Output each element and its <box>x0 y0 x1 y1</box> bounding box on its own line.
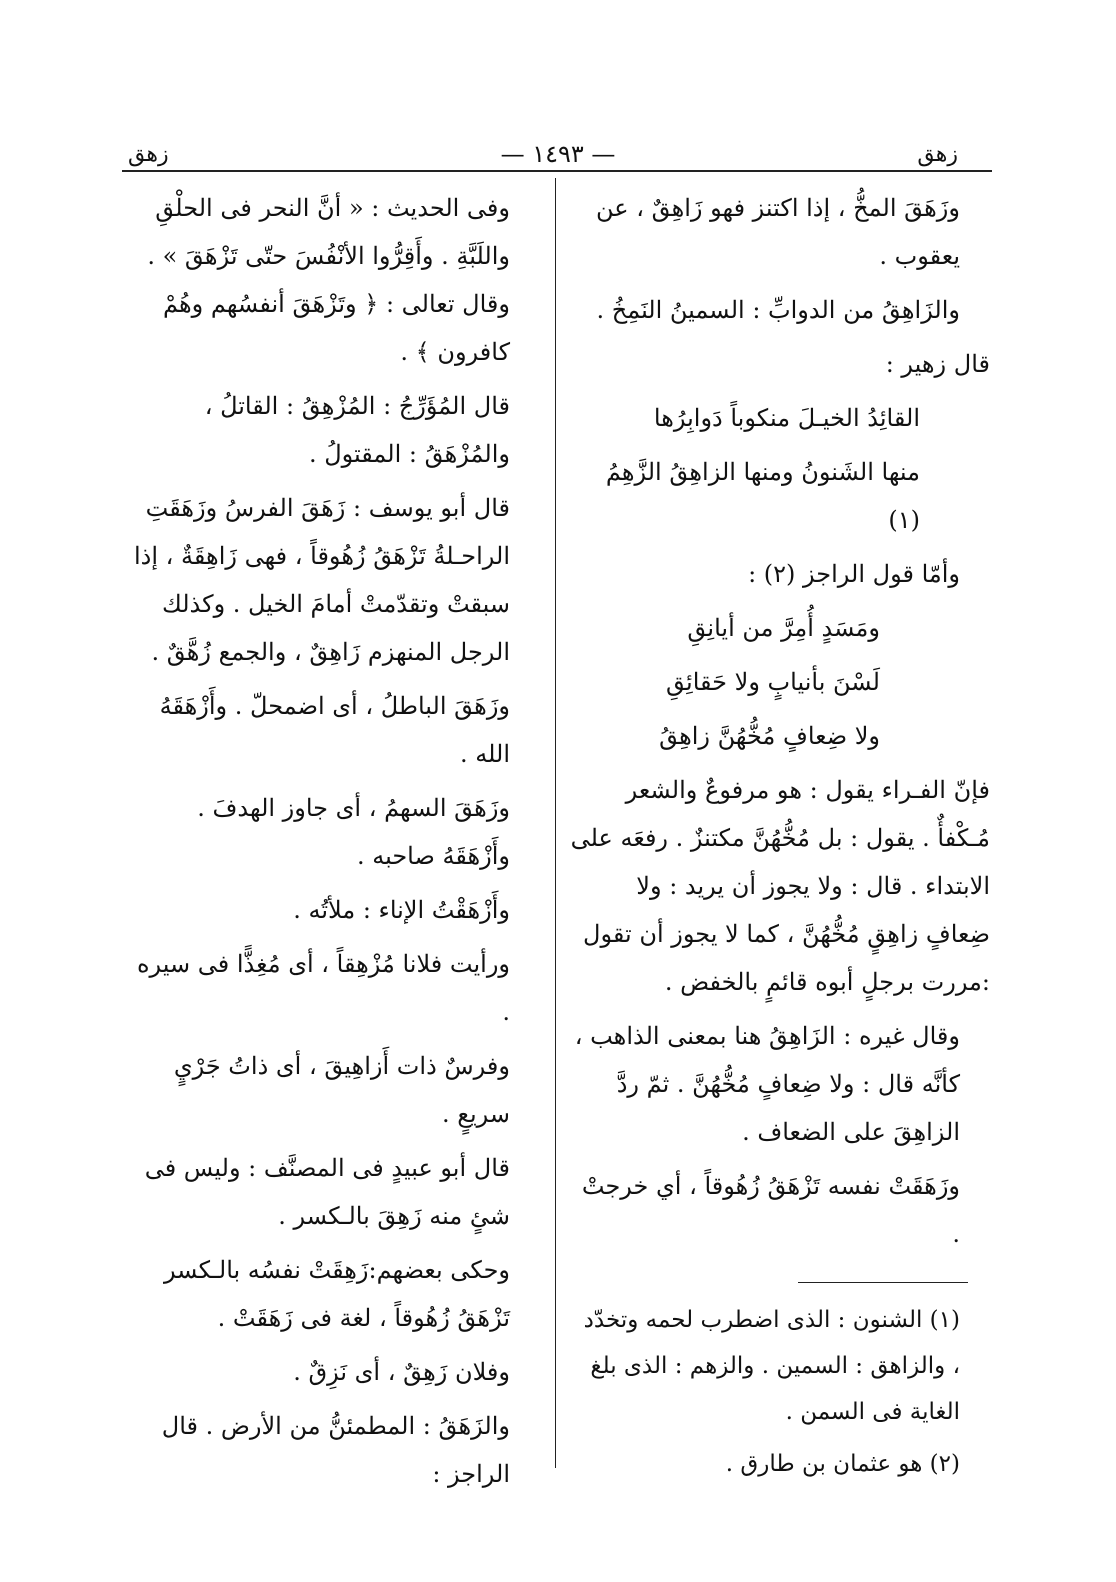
paragraph: ورأيت فلانا مُزْهِقاً ، أى مُغِذًّا فى سيره . <box>136 950 510 1026</box>
paragraph: قال أبو عبيدٍ فى المصنَّف : وليس فى شئٍ منه زَهِقَ بالـكسر . <box>144 1154 510 1230</box>
paragraph: فإنّ الفـراء يقول : هو مرفوعٌ والشعر مُـكْفأٌ . يقول : بل مُخُّهُنَّ مكتنزٌ . رفعَه على الابتداء . قال : ولا يجوز أن يريد : ولا ضِعافٍ زاهِقٍ مُخُّهُنَّ ، كما لا يجوز أن تقول :مررت برجلٍ أبوه قائمٍ بالخفض . <box>570 776 990 996</box>
footnotes <box>570 1297 990 1487</box>
paragraph: وزَهَقَ الباطلُ ، أى اضمحلّ . وأَزْهَقَهُ الله . <box>159 692 510 768</box>
paragraph: والزَاهِقُ من الدوابِّ : السمينُ النَمِخُ . <box>596 296 960 324</box>
footnote-rule <box>798 1282 968 1283</box>
paragraph: قال زهير : <box>885 350 990 378</box>
paragraph: وزَهَقَتْ نفسه تَزْهَقُ زُهُوقاً ، أي خرجتْ . <box>581 1172 960 1248</box>
paragraph: القائِدُ الخيـلَ منكوباً دَوابِرُها <box>653 404 920 432</box>
left-column-body <box>128 184 540 1498</box>
footnote: (١) الشنون : الذى اضطرب لحمه وتخدّد ، والزاهق : السمين . والزهم : الذى بلغ الغاية فى السمن . <box>583 1307 960 1425</box>
paragraph: وزَهَقَ المخُّ ، إذا اكتنز فهو زَاهِقٌ ، عن يعقوب . <box>595 194 960 270</box>
headword-right: زهق <box>917 142 958 167</box>
headword-left: زهق <box>128 142 169 167</box>
column-divider <box>555 178 556 1468</box>
paragraph: منها الشَنونُ ومنها الزاهِقُ الزَّهِمُ (١) <box>605 458 920 534</box>
paragraph: وأَزْهَقْتُ الإناء : ملأتُه . <box>293 896 510 924</box>
page-header <box>0 128 1116 168</box>
paragraph: وفلان زَهِقٌ ، أى نَزِقٌ . <box>293 1358 510 1386</box>
paragraph: وفى الحديث : « أنَّ النحر فى الحلْقِ واللَبَّةِ . وأَقِرُّوا الأنْفُسَ حتّى تَزْهَقَ » . وقال تعالى : ﴿ وتَزْهَقَ أنفسُهم وهُمْ كافرون ﴾ . <box>147 194 510 366</box>
paragraph: لَسْنَ بأنيابٍ ولا حَقائِقِ <box>666 668 880 696</box>
paragraph: ومَسَدٍ أُمِرَّ من أيانِقِ <box>687 614 880 642</box>
paragraph: قال أبو يوسف : زَهَقَ الفرسُ وزَهَقَتِ الراحـلةُ تَزْهَقُ زُهُوقاً ، فهى زَاهِقَةٌ ، إذا سبقتْ وتقدّمتْ أمامَ الخيل . وكذلك الرجل المنهزم زَاهِقٌ ، والجمع زُهَّقٌ . <box>134 494 510 666</box>
paragraph: والزَهَقُ : المطمئنُّ من الأرض . قال الراجز : <box>161 1412 510 1488</box>
paragraph: ولا ضِعافٍ مُخُّهُنَّ زاهِقُ <box>659 722 880 750</box>
paragraph: وحكى بعضهم:زَهِقَتْ نفسُه بالـكسر تَزْهَقُ زُهُوقاً ، لغة فى زَهَقَتْ . <box>163 1256 510 1332</box>
right-column-body <box>570 184 990 1258</box>
right-column <box>570 184 990 1493</box>
paragraph: قال المُؤَرِّجُ : المُزْهِقُ : القاتلُ ، والمُزْهَقُ : المقتولُ . <box>204 392 510 468</box>
paragraph: وأمّا قول الراجز (٢) : <box>748 560 960 588</box>
paragraph: وفرسٌ ذات أَزاهِيقَ ، أى ذاتُ جَرْيٍ سريعٍ . <box>173 1052 510 1128</box>
page-number: — ١٤٩٣ — <box>500 140 616 168</box>
paragraph: وزَهَقَ السهمُ ، أى جاوز الهدفَ . وأَزْهَقَهُ صاحبه . <box>197 794 510 870</box>
footnote: (٢) هو عثمان بن طارق . <box>725 1451 960 1477</box>
header-rule <box>122 170 992 172</box>
left-column <box>128 184 540 1504</box>
paragraph: وقال غيره : الزَاهِقُ هنا بمعنى الذاهب ، كأنَّه قال : ولا ضِعافٍ مُخُّهُنَّ . ثمّ ردَّ الزاهِقَ على الضعاف . <box>574 1022 960 1146</box>
